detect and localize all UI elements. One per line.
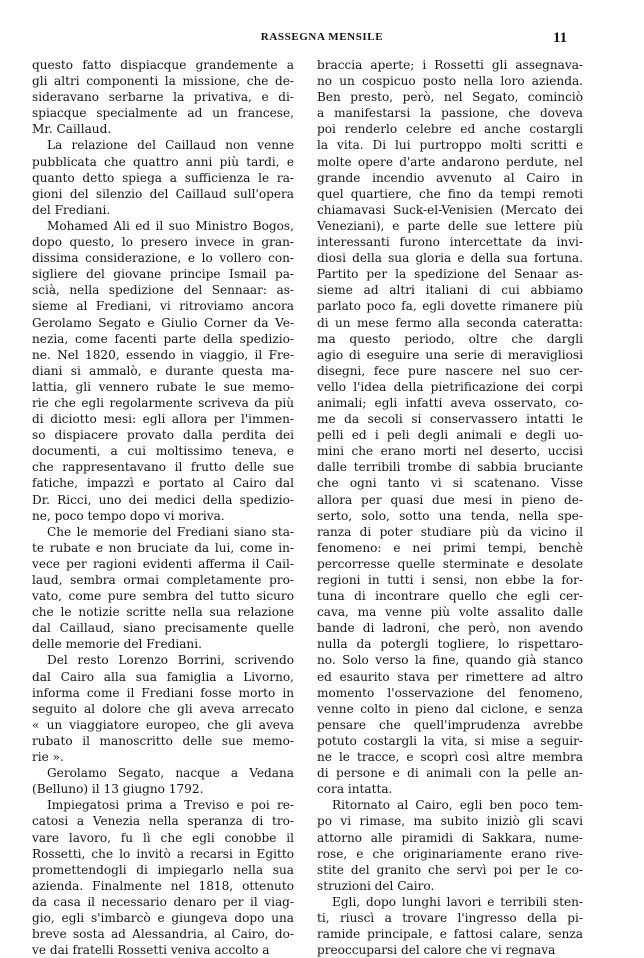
text-line: dalle terribili trombe di sabbia bruciante bbox=[317, 460, 583, 475]
text-line: (Belluno) il 13 giugno 1792. bbox=[32, 782, 204, 797]
text-line: so dispiacere provato dalla perdita dei bbox=[32, 428, 294, 443]
text-line: allora per quasi due mesi in pieno de- bbox=[317, 492, 583, 507]
page-number: 11 bbox=[553, 30, 568, 46]
text-line: tuna di incontrare quello che egli cer- bbox=[317, 589, 583, 604]
text-line: gioni del silenzio del Caillaud sull'opera bbox=[32, 186, 294, 201]
text-line: poi renderlo celebre ed anche costargli bbox=[317, 122, 583, 137]
text-line: sideravano serbarne la privativa, e di- bbox=[32, 90, 294, 105]
text-line: nezia, come facenti parte della spedizio- bbox=[32, 331, 294, 346]
text-line: diani si ammalò, e durante questa ma- bbox=[32, 363, 294, 378]
text-line: interessanti furono intercettate da invi- bbox=[317, 235, 583, 250]
text-line: Che le memorie del Frediani siano sta- bbox=[47, 524, 294, 539]
text-line: vato, come pure sembra del tutto sicuro bbox=[32, 589, 294, 604]
text-line: documenti, a cui moltissimo teneva, e bbox=[32, 444, 294, 459]
text-line: vello l'idea della pietrificazione dei corpi bbox=[317, 379, 583, 394]
text-line: animali; egli infatti aveva osservato, co- bbox=[317, 395, 583, 410]
text-line: gio, egli s'imbarcò e giungeva dopo una bbox=[32, 910, 294, 925]
text-line: rubato il manoscritto delle sue memo- bbox=[32, 733, 294, 748]
text-line: ed esaurito stava per rimettere ad altro bbox=[317, 669, 583, 684]
text-line: me da secoli si conservassero intatti le bbox=[317, 412, 583, 427]
text-line: ne le tracce, e scoprì così altre membra bbox=[317, 750, 583, 765]
text-line: agio di eseguire una serie di meravigliosi bbox=[317, 347, 583, 362]
text-line: po vi rimase, ma subito iniziò gli scavi bbox=[317, 814, 583, 829]
text-line: sieme ad altri italiani di cui abbiamo bbox=[317, 283, 583, 298]
text-line: breve sosta ad Alessandria, al Cairo, do- bbox=[32, 927, 294, 942]
text-line: Impiegatosi prima a Treviso e poi re- bbox=[47, 798, 294, 813]
text-line: chiamavasi Suck-el-Venisien (Mercato dei bbox=[317, 202, 583, 217]
text-line: momento l'osservazione del fenomeno, bbox=[317, 685, 583, 700]
text-line: Del resto Lorenzo Borrini, scrivendo bbox=[47, 653, 294, 668]
text-line: del Frediani. bbox=[32, 202, 111, 217]
text-line: fenomeno: e nei primi tempi, benchè bbox=[317, 540, 583, 555]
text-line: rie che egli regolarmente scriveva da più bbox=[32, 395, 294, 410]
text-line: potuto costargli la vita, si mise a seguir- bbox=[317, 733, 583, 748]
text-line: pelli ed i peli degli animali e degli uo- bbox=[317, 428, 583, 443]
text-line: seguito al dolore che gli aveva arrecato bbox=[32, 701, 294, 716]
text-line: ma questo periodo, oltre che dargli bbox=[317, 331, 583, 346]
text-line: Mohamed Ali ed il suo Ministro Bogos, bbox=[47, 218, 294, 233]
text-line: braccia aperte; i Rossetti gli assegnava- bbox=[317, 58, 583, 72]
text-line: promettendogli di impiegarlo nella sua bbox=[32, 862, 294, 877]
text-line: Partito per la spedizione del Senaar as- bbox=[317, 267, 583, 282]
text-line: fatiche, impazzì e portato al Cairo dal bbox=[32, 476, 294, 491]
text-line: preoccuparsi del calore che vi regnava bbox=[317, 943, 556, 958]
text-line: percorresse quelle sterminate e desolate bbox=[317, 556, 583, 571]
text-line: Gerolamo Segato e Giulio Corner da Ve- bbox=[32, 315, 294, 330]
text-line: serto, solo, sotto una tenda, nella spe- bbox=[317, 508, 583, 523]
text-line: ranza di poter studiare più da vicino il bbox=[317, 524, 583, 539]
text-line: cava, ma venne più volte assalito dalle bbox=[317, 605, 583, 620]
text-line: ramide principale, e fattosi calare, senza bbox=[317, 927, 583, 942]
text-line: Egli, dopo lunghi lavori e terribili sten- bbox=[332, 894, 583, 909]
text-line: sieme al Frediani, vi ritroviamo ancora bbox=[32, 299, 294, 314]
text-line: la vita. Di lui purtroppo molti scritti e bbox=[317, 138, 583, 153]
text-line: Mr. Caillaud. bbox=[32, 122, 112, 137]
text-line: dal Caillaud, siano precisamente quelle bbox=[32, 621, 294, 636]
text-line: ve dai fratelli Rossetti veniva accolto a bbox=[32, 943, 270, 958]
text-line: Ritornato al Cairo, egli ben poco tem- bbox=[332, 798, 583, 813]
text-line: catosi a Venezia nella speranza di tro- bbox=[32, 814, 294, 829]
text-line: Veneziani), e parte delle sue lettere più bbox=[317, 218, 583, 233]
text-line: da casa il necessario denaro per il viag- bbox=[32, 894, 294, 909]
text-line: bande di ladroni, che però, non avendo bbox=[317, 621, 583, 636]
text-line: struzioni del Cairo. bbox=[317, 878, 435, 893]
running-header-title: RASSEGNA MENSILE bbox=[260, 31, 384, 43]
text-line: informa come il Frediani fosse morto in bbox=[32, 685, 294, 700]
text-line: nulla da potergli togliere, lo rispettaro- bbox=[317, 637, 583, 652]
text-line: « un viaggiatore europeo, che gli aveva bbox=[32, 717, 294, 732]
text-line: mini che erano morti nel deserto, uccisi bbox=[317, 444, 583, 459]
text-line: laud, sembra ormai completamente pro- bbox=[32, 573, 294, 587]
text-line: quel quartiere, che fino da tempi remoti bbox=[317, 186, 583, 201]
text-line: che rappresentavano il frutto delle sue bbox=[32, 460, 294, 475]
text-line: vare lavoro, fu lì che egli conobbe il bbox=[32, 830, 294, 845]
text-line: pensare che quell'imprudenza avrebbe bbox=[317, 717, 583, 732]
text-line: di diciotto mesi: egli allora per l'immen- bbox=[32, 412, 294, 427]
text-line: diosi della sua gloria e della sua fortuna. bbox=[317, 251, 583, 266]
text-line: ne. Nel 1820, essendo in viaggio, il Fre- bbox=[32, 347, 294, 362]
text-line: Ben presto, però, nel Segato, cominciò bbox=[317, 90, 583, 105]
text-line: lattia, gli vennero rubate le sue memo- bbox=[32, 379, 294, 394]
text-line: dissima considerazione, e lo vollero con- bbox=[32, 251, 294, 266]
text-line: Rossetti, che lo invitò a recarsi in Egitto bbox=[32, 846, 294, 861]
text-line: delle memorie del Frediani. bbox=[32, 637, 202, 652]
text-line: spiacque specialmente ad un francese, bbox=[32, 106, 294, 121]
text-line: grande incendio avvenuto al Cairo in bbox=[317, 170, 583, 185]
text-line: dal Cairo alla sua famiglia a Livorno, bbox=[32, 669, 294, 684]
text-line: venne colto in pieno dal ciclone, e senza bbox=[317, 701, 583, 716]
text-line: parlato poco fa, egli dovette rimanere più bbox=[317, 299, 583, 314]
text-line: stite del granito che servì poi per le co- bbox=[317, 862, 583, 877]
text-line: dopo questo, lo presero invece in gran- bbox=[32, 235, 294, 250]
text-line: azienda. Finalmente nel 1818, ottenuto bbox=[32, 878, 294, 893]
text-line: sigliere del giovane principe Ismail pa- bbox=[32, 267, 294, 282]
text-line: La relazione del Caillaud non venne bbox=[47, 138, 294, 153]
text-line: attorno alle piramidi di Sakkara, nume- bbox=[317, 830, 583, 845]
right-column bbox=[317, 57, 583, 958]
text-line: questo fatto dispiacque grandemente a bbox=[32, 58, 294, 72]
text-line: di persone e di animali con la pelle an- bbox=[317, 766, 583, 781]
text-line: vece per ragioni evidenti afferma il Cail- bbox=[32, 556, 294, 571]
text-line: pubblicata che quattro anni più tardi, e bbox=[32, 154, 294, 169]
text-line: rie ». bbox=[32, 750, 64, 765]
text-line: quanto detto spiega a sufficienza le ra- bbox=[32, 170, 294, 185]
text-line: a manifestarsi la passione, che doveva bbox=[317, 106, 583, 121]
text-line: ne, poco tempo dopo vi moriva. bbox=[32, 508, 225, 523]
text-line: che le notizie scritte nella sua relazione bbox=[32, 605, 294, 620]
text-line: gli altri componenti la missione, che de- bbox=[32, 74, 294, 89]
left-column bbox=[32, 57, 294, 958]
text-line: Dr. Ricci, uno dei medici della spedizio- bbox=[32, 492, 294, 507]
text-line: scià, nella spedizione del Sennaar: as- bbox=[32, 283, 294, 298]
text-line: che ogni tanto vi si scatenano. Visse bbox=[317, 476, 583, 491]
text-line: no un cospicuo posto nella loro azienda. bbox=[317, 74, 583, 89]
text-line: disegni, fece pure nascere nel suo cer- bbox=[317, 363, 583, 378]
text-line: Gerolamo Segato, nacque a Vedana bbox=[47, 766, 294, 781]
text-line: regioni in tutti i sensi, non ebbe la for- bbox=[317, 573, 583, 587]
text-line: no. Solo verso la fine, quando già stanco bbox=[317, 653, 583, 668]
text-line: te rubate e non bruciate da lui, come in- bbox=[32, 540, 294, 555]
text-line: molte opere d'arte andarono perdute, nel bbox=[317, 154, 583, 169]
text-line: di un mese fermo alla seconda cateratta: bbox=[317, 315, 583, 330]
text-line: rose, e che originariamente erano rive- bbox=[317, 846, 583, 861]
text-line: ti, riuscì a trovare l'ingresso della pi- bbox=[317, 910, 583, 925]
text-line: cora intatta. bbox=[317, 782, 393, 797]
